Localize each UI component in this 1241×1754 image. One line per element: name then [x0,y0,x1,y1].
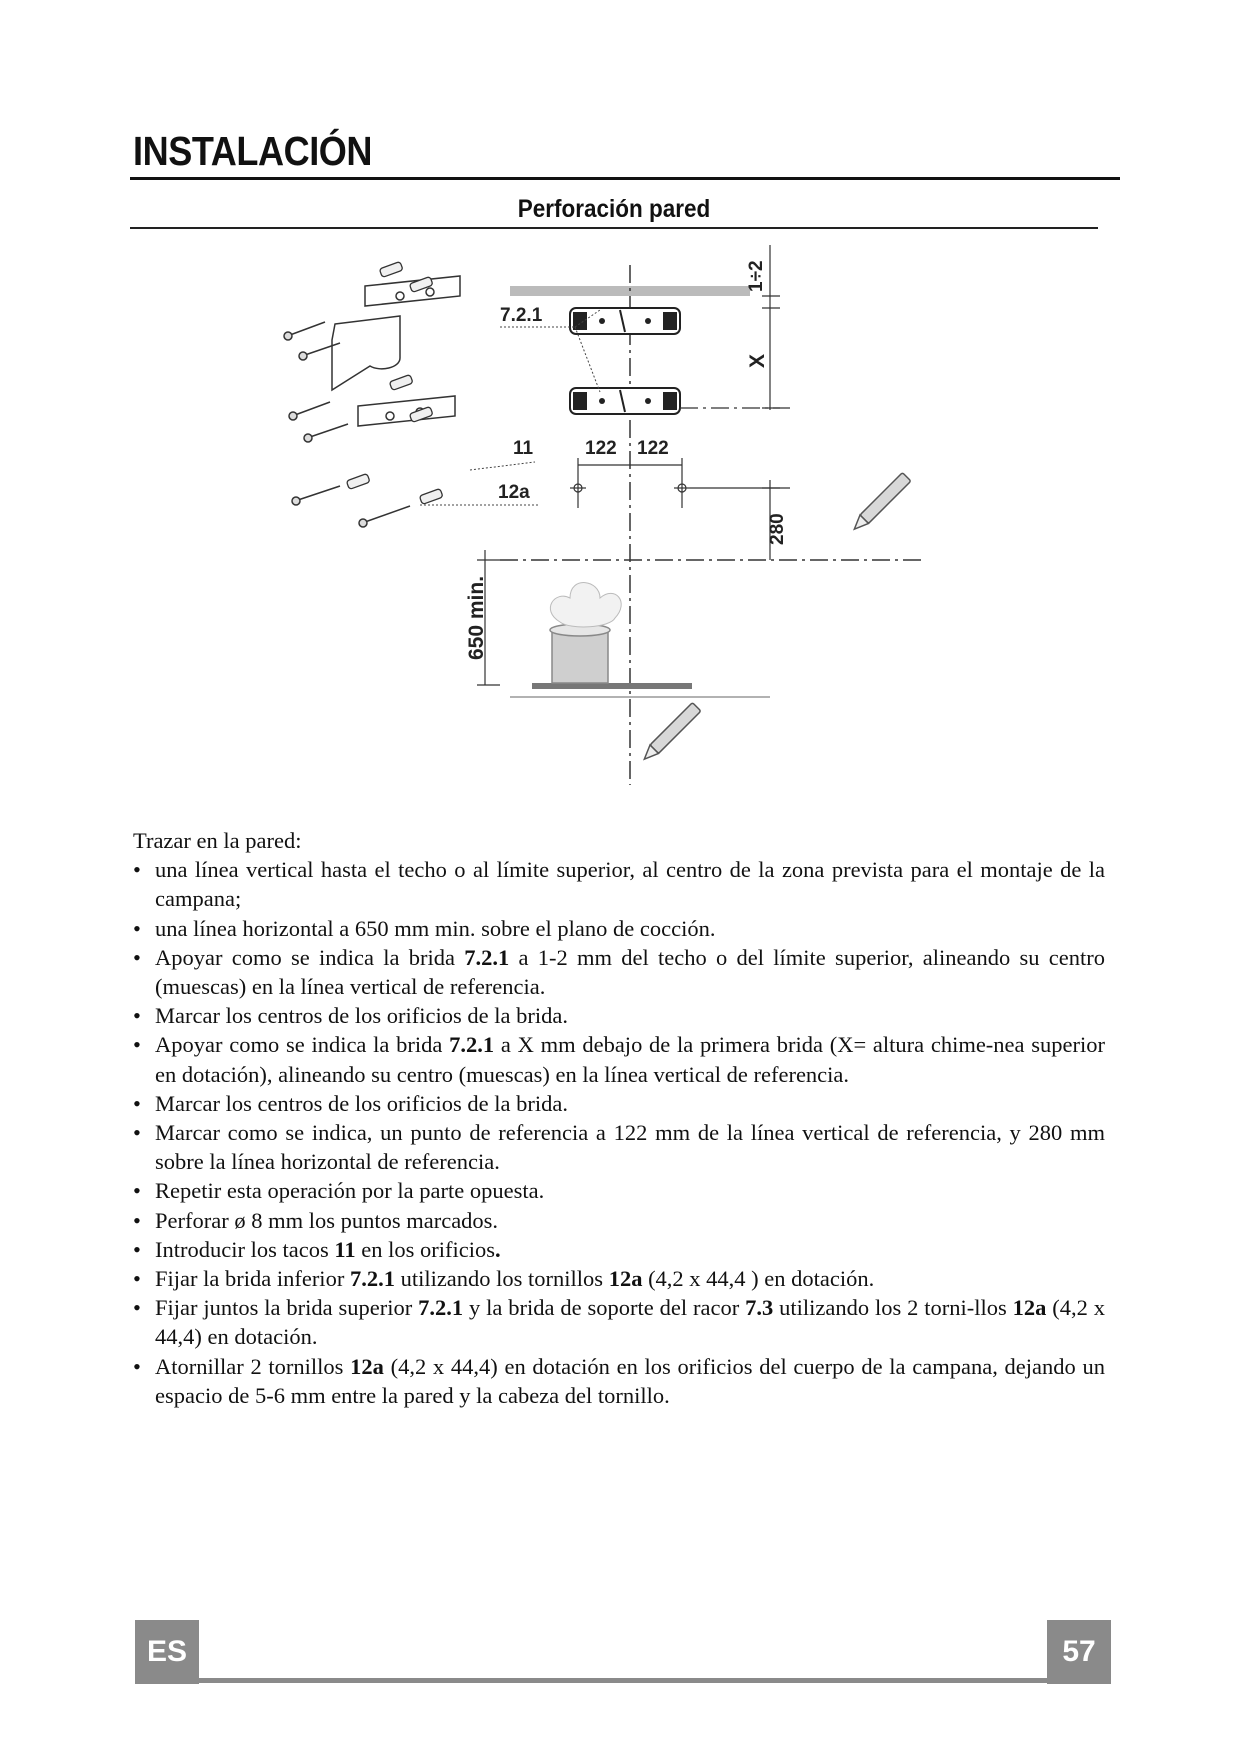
upper-flange-icon [570,308,680,334]
label-280: 280 [767,513,788,545]
reference-code: 12a [350,1353,384,1379]
instructions [133,826,1105,1410]
pencil-icon [850,473,911,534]
reference-code: 12a [608,1266,643,1292]
reference-code: 12a [1012,1295,1047,1321]
reference-code: 7.2.1 [464,944,510,970]
language-badge: ES [135,1620,199,1684]
instruction-text: Marcar como se indica, un punto de referencia a 122 mm de la línea vertical de referencia, y 280 mm sobre la línea horizontal de referencia. [155,1120,1105,1175]
bracket-assembly-icon [332,276,460,426]
instruction-text: utilizando los tornillos [394,1266,609,1292]
list-item [133,1352,1105,1410]
list-item [133,1089,1105,1118]
list-item [133,914,1105,943]
instruction-text: Atornillar 2 tornillos [155,1353,351,1379]
instruction-text: Perforar ø 8 mm los puntos marcados. [155,1207,499,1233]
instruction-text: Fijar la brida inferior [155,1266,350,1292]
list-item [133,1206,1105,1235]
instruction-text: Marcar los centros de los orificios de la brida. [155,1090,568,1116]
drill-mark-right-icon [674,472,690,508]
label-gap: 1÷2 [746,260,767,292]
subtitle-rule [130,227,1098,229]
label-12a: 12a [498,482,530,503]
instruction-text: Fijar juntos la brida superior [155,1295,419,1321]
label-650-min: 650 min. [465,575,488,660]
list-item [133,1293,1105,1351]
lower-flange-icon [570,388,680,414]
cooktop-with-pot-icon [510,583,770,697]
instruction-text: una línea vertical hasta el techo o al límite superior, al centro de la zona prevista para el montaje de la campana; [155,857,1105,912]
list-item [133,1030,1105,1088]
list-item [133,1264,1105,1293]
label-11: 11 [513,438,534,459]
instruction-text: (4,2 x 44,4) en dotación. [155,1295,1106,1350]
list-item [133,1235,1105,1264]
list-item [133,1001,1105,1030]
instruction-text: una línea horizontal a 650 mm min. sobre el plano de cocción. [155,915,716,941]
reference-code: . [494,1236,501,1262]
instruction-text: y la brida de soporte del racor [463,1295,746,1321]
wall-drilling-diagram [270,240,970,800]
drill-mark-left-icon [570,472,586,508]
instruction-list [133,855,1105,1410]
label-7-2-1: 7.2.1 [500,305,543,326]
title-rule [130,177,1120,180]
instruction-text: Repetir esta operación por la parte opuesta. [155,1178,545,1204]
section-subtitle: Perforación pared [517,195,711,223]
page-title: INSTALACIÓN [133,128,373,174]
reference-code: 7.3 [745,1295,774,1321]
reference-code: 7.2.1 [349,1266,395,1292]
list-item [133,943,1105,1001]
label-122-right: 122 [637,438,669,459]
list-item [133,1118,1105,1176]
instructions-intro: Trazar en la pared: [133,828,302,853]
instruction-text: en los orificios [355,1236,495,1262]
reference-code: 11 [334,1236,356,1262]
instruction-text: utilizando los 2 torni-llos [773,1295,1013,1321]
list-item [133,1176,1105,1205]
list-item [133,855,1105,913]
reference-code: 7.2.1 [418,1295,464,1321]
instruction-text: Apoyar como se indica la brida [155,1032,450,1058]
reference-code: 7.2.1 [449,1032,495,1058]
instruction-text: a 1-2 mm del techo o del límite superior, alineando su centro (muescas) en la línea vertical de referencia. [155,944,1105,1000]
instruction-text: Marcar los centros de los orificios de la brida. [155,1003,568,1029]
page-number: 57 [1047,1620,1111,1684]
instruction-text: a X mm debajo de la primera brida (X= altura chime-nea superior en dotación), alineando su centro (muescas) en la línea vertical de referencia. [155,1032,1105,1087]
instruction-text: (4,2 x 44,4) en dotación en los orificios del cuerpo de la campana, dejando un espacio de 5-6 mm entre la pared y la cabeza del tornillo. [155,1353,1105,1408]
instruction-text: Apoyar como se indica la brida [155,944,465,970]
footer-rule [135,1678,1111,1683]
label-122-left: 122 [585,438,617,459]
label-x: X [746,353,769,368]
pencil-icon [640,703,701,764]
instruction-text: Introducir los tacos [155,1236,335,1262]
instruction-text: (4,2 x 44,4 ) en dotación. [642,1266,875,1292]
